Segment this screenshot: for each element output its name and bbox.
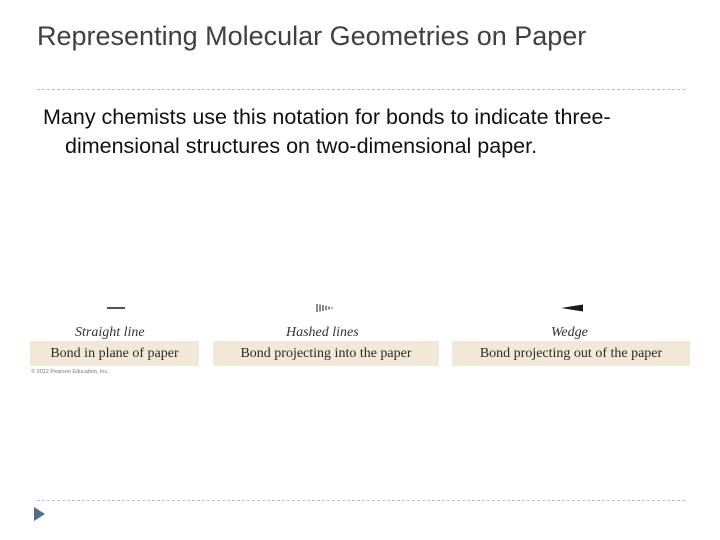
body-paragraph: Many chemists use this notation for bonds to indicate three-dimensional structures on two-dimensional paper. [43, 105, 611, 158]
label-bond-into-paper: Bond projecting into the paper [213, 341, 439, 366]
slide-title: Representing Molecular Geometries on Paper [37, 21, 587, 51]
caption-straight-line: Straight line [75, 325, 145, 340]
copyright-notice: © 2012 Pearson Education, Inc. [31, 369, 109, 375]
bond-notation-figure [0, 295, 720, 385]
label-bond-in-plane: Bond in plane of paper [30, 341, 199, 366]
caption-hashed-lines: Hashed lines [286, 325, 359, 340]
title-divider [37, 89, 685, 90]
straight-line-bond-icon [106, 305, 126, 311]
play-triangle-icon[interactable] [34, 507, 45, 521]
label-bond-out-of-paper: Bond projecting out of the paper [452, 341, 690, 366]
hashed-wedge-bond-icon [316, 302, 336, 314]
caption-wedge: Wedge [551, 325, 588, 340]
solid-wedge-bond-icon [560, 303, 584, 313]
footer-divider [37, 500, 685, 501]
